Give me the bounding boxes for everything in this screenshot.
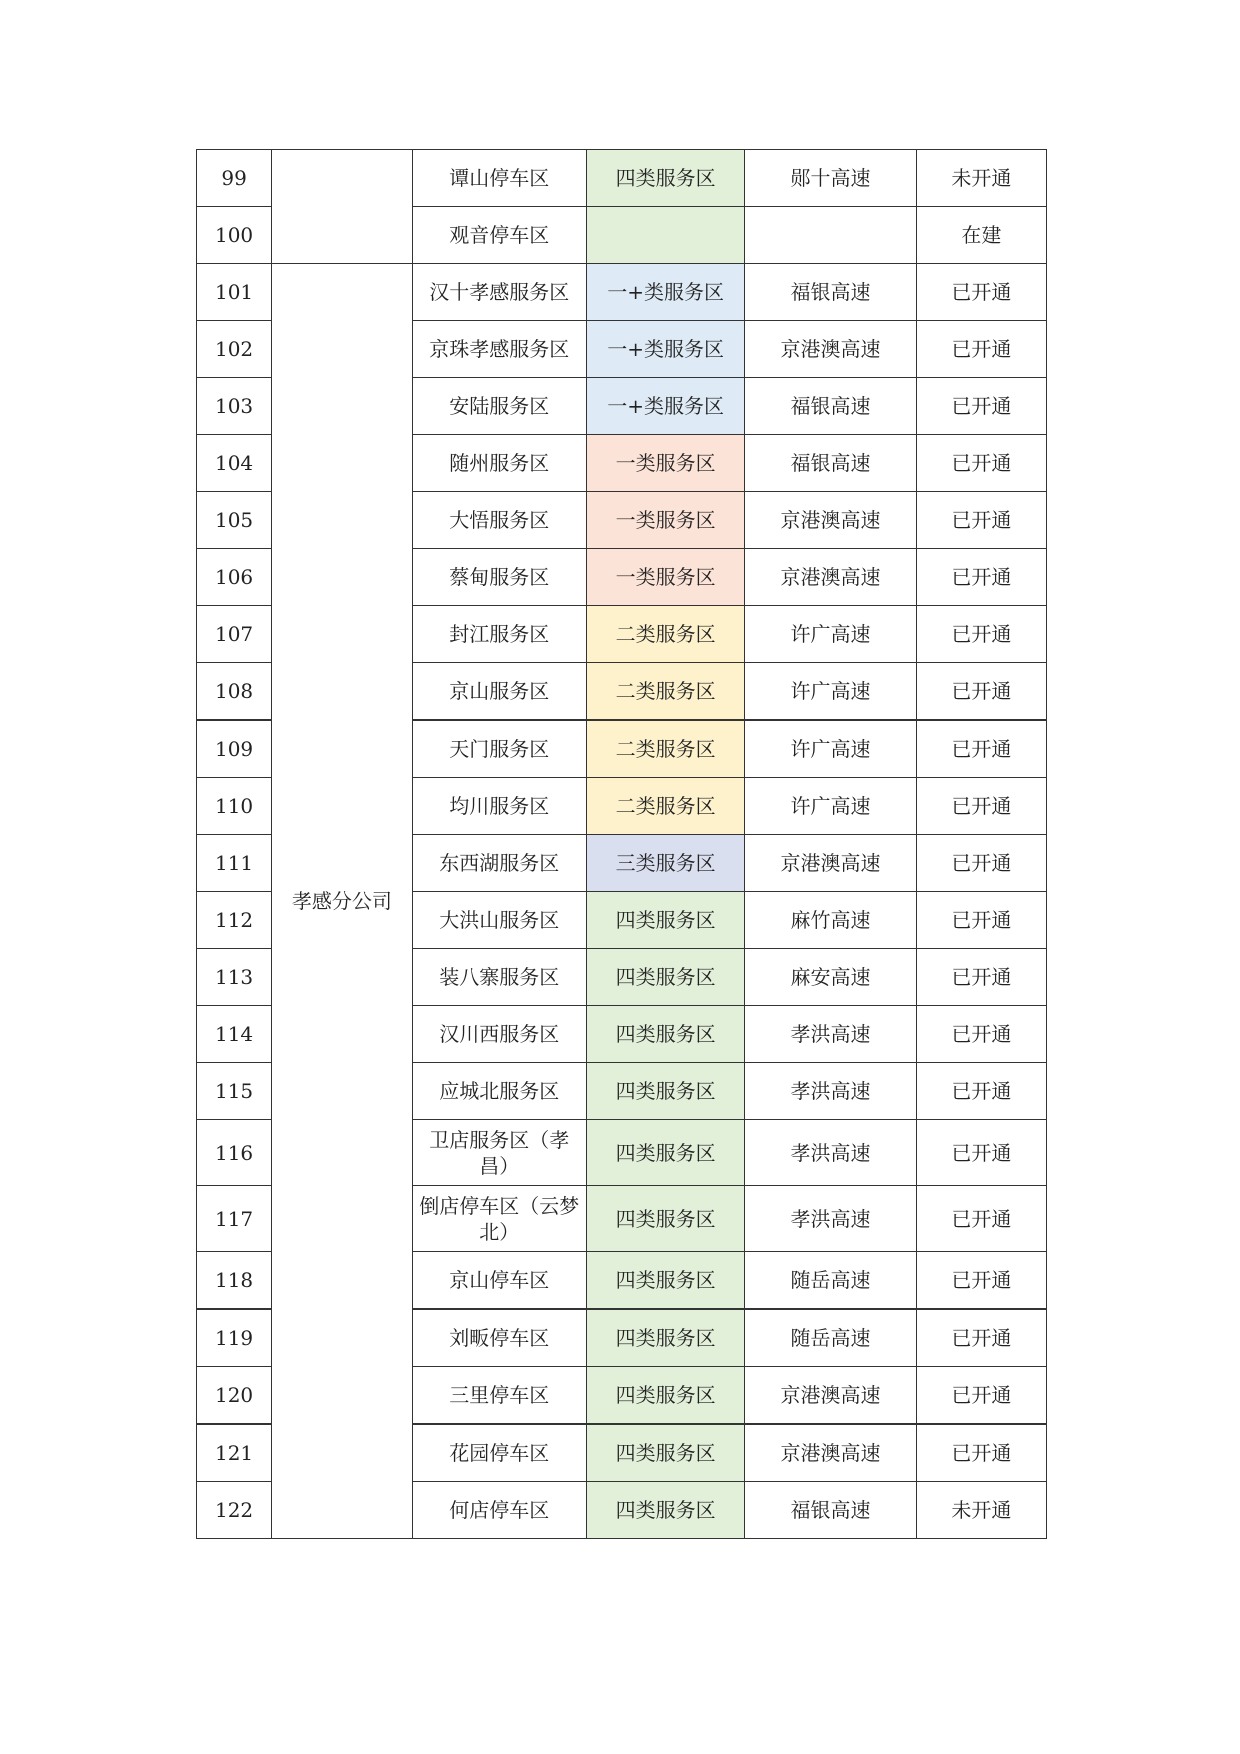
table-row xyxy=(197,264,1047,321)
service-area-name: 何店停车区 xyxy=(412,1482,586,1539)
highway-name: 许广高速 xyxy=(745,663,916,721)
open-status: 已开通 xyxy=(916,378,1046,435)
open-status: 未开通 xyxy=(916,150,1046,207)
service-area-name: 观音停车区 xyxy=(412,207,586,264)
open-status: 已开通 xyxy=(916,1367,1046,1425)
service-area-category: 四类服务区 xyxy=(586,949,744,1006)
service-area-category: 一+类服务区 xyxy=(586,264,744,321)
service-area-name: 汉川西服务区 xyxy=(412,1006,586,1063)
service-area-name: 封江服务区 xyxy=(412,606,586,663)
open-status: 已开通 xyxy=(916,1309,1046,1367)
highway-name: 京港澳高速 xyxy=(745,549,916,606)
open-status: 已开通 xyxy=(916,778,1046,835)
highway-name: 许广高速 xyxy=(745,778,916,835)
row-number: 120 xyxy=(197,1367,272,1425)
highway-name: 随岳高速 xyxy=(745,1252,916,1310)
service-area-category: 四类服务区 xyxy=(586,892,744,949)
highway-name: 郧十高速 xyxy=(745,150,916,207)
row-number: 114 xyxy=(197,1006,272,1063)
highway-name: 福银高速 xyxy=(745,1482,916,1539)
row-number: 107 xyxy=(197,606,272,663)
highway-name: 孝洪高速 xyxy=(745,1186,916,1252)
service-area-name: 随州服务区 xyxy=(412,435,586,492)
row-number: 113 xyxy=(197,949,272,1006)
highway-name: 京港澳高速 xyxy=(745,321,916,378)
open-status: 已开通 xyxy=(916,1186,1046,1252)
row-number: 99 xyxy=(197,150,272,207)
open-status: 已开通 xyxy=(916,1063,1046,1120)
highway-name: 许广高速 xyxy=(745,606,916,663)
service-area-category: 四类服务区 xyxy=(586,1063,744,1120)
highway-name: 孝洪高速 xyxy=(745,1063,916,1120)
open-status: 已开通 xyxy=(916,949,1046,1006)
open-status: 已开通 xyxy=(916,1006,1046,1063)
service-area-name: 东西湖服务区 xyxy=(412,835,586,892)
row-number: 106 xyxy=(197,549,272,606)
highway-name: 孝洪高速 xyxy=(745,1006,916,1063)
highway-name: 福银高速 xyxy=(745,264,916,321)
highway-name: 孝洪高速 xyxy=(745,1120,916,1186)
open-status: 已开通 xyxy=(916,720,1046,778)
highway-name: 京港澳高速 xyxy=(745,492,916,549)
table-row xyxy=(197,150,1047,207)
company-name: 孝感分公司 xyxy=(272,264,412,1539)
row-number: 111 xyxy=(197,835,272,892)
open-status: 已开通 xyxy=(916,435,1046,492)
row-number: 119 xyxy=(197,1309,272,1367)
service-area-name: 京山服务区 xyxy=(412,663,586,721)
service-area-category: 四类服务区 xyxy=(586,1424,744,1482)
service-area-name: 谭山停车区 xyxy=(412,150,586,207)
row-number: 101 xyxy=(197,264,272,321)
row-number: 103 xyxy=(197,378,272,435)
row-number: 102 xyxy=(197,321,272,378)
open-status: 已开通 xyxy=(916,892,1046,949)
service-area-category: 二类服务区 xyxy=(586,720,744,778)
service-area-name: 装八寨服务区 xyxy=(412,949,586,1006)
service-area-name: 三里停车区 xyxy=(412,1367,586,1425)
service-area-name: 倒店停车区（云梦北） xyxy=(412,1186,586,1252)
highway-name: 麻安高速 xyxy=(745,949,916,1006)
row-number: 109 xyxy=(197,720,272,778)
service-area-category: 一类服务区 xyxy=(586,549,744,606)
service-area-name: 蔡甸服务区 xyxy=(412,549,586,606)
service-area-name: 安陆服务区 xyxy=(412,378,586,435)
row-number: 112 xyxy=(197,892,272,949)
company-cell-previous xyxy=(272,150,412,264)
service-area-category: 四类服务区 xyxy=(586,1482,744,1539)
service-area-category: 一类服务区 xyxy=(586,492,744,549)
service-area-name: 京山停车区 xyxy=(412,1252,586,1310)
row-number: 104 xyxy=(197,435,272,492)
service-area-name: 均川服务区 xyxy=(412,778,586,835)
service-area-category: 一类服务区 xyxy=(586,435,744,492)
row-number: 108 xyxy=(197,663,272,721)
highway-name: 京港澳高速 xyxy=(745,835,916,892)
highway-name: 许广高速 xyxy=(745,720,916,778)
row-number: 105 xyxy=(197,492,272,549)
service-area-name: 大悟服务区 xyxy=(412,492,586,549)
highway-name: 京港澳高速 xyxy=(745,1424,916,1482)
service-area-table xyxy=(196,149,1047,1539)
open-status: 已开通 xyxy=(916,549,1046,606)
service-area-name: 大洪山服务区 xyxy=(412,892,586,949)
service-area-category: 二类服务区 xyxy=(586,663,744,721)
open-status: 已开通 xyxy=(916,1424,1046,1482)
service-area-category: 二类服务区 xyxy=(586,778,744,835)
service-area-category: 四类服务区 xyxy=(586,150,744,207)
service-area-category: 四类服务区 xyxy=(586,1309,744,1367)
row-number: 118 xyxy=(197,1252,272,1310)
service-area-category: 一+类服务区 xyxy=(586,321,744,378)
service-area-category: 三类服务区 xyxy=(586,835,744,892)
open-status: 已开通 xyxy=(916,1120,1046,1186)
open-status: 已开通 xyxy=(916,321,1046,378)
open-status: 未开通 xyxy=(916,1482,1046,1539)
highway-name: 福银高速 xyxy=(745,378,916,435)
row-number: 115 xyxy=(197,1063,272,1120)
open-status: 在建 xyxy=(916,207,1046,264)
row-number: 122 xyxy=(197,1482,272,1539)
highway-name: 京港澳高速 xyxy=(745,1367,916,1425)
service-area-category: 四类服务区 xyxy=(586,1120,744,1186)
open-status: 已开通 xyxy=(916,835,1046,892)
service-area-name: 汉十孝感服务区 xyxy=(412,264,586,321)
service-area-name: 京珠孝感服务区 xyxy=(412,321,586,378)
open-status: 已开通 xyxy=(916,606,1046,663)
highway-name: 随岳高速 xyxy=(745,1309,916,1367)
highway-name: 麻竹高速 xyxy=(745,892,916,949)
service-area-category: 四类服务区 xyxy=(586,1367,744,1425)
service-area-category: 四类服务区 xyxy=(586,1006,744,1063)
open-status: 已开通 xyxy=(916,264,1046,321)
open-status: 已开通 xyxy=(916,663,1046,721)
row-number: 117 xyxy=(197,1186,272,1252)
row-number: 110 xyxy=(197,778,272,835)
highway-name: 福银高速 xyxy=(745,435,916,492)
row-number: 116 xyxy=(197,1120,272,1186)
service-area-name: 天门服务区 xyxy=(412,720,586,778)
service-area-name: 刘畈停车区 xyxy=(412,1309,586,1367)
service-area-name: 应城北服务区 xyxy=(412,1063,586,1120)
row-number: 100 xyxy=(197,207,272,264)
service-area-name: 花园停车区 xyxy=(412,1424,586,1482)
open-status: 已开通 xyxy=(916,1252,1046,1310)
highway-name xyxy=(745,207,916,264)
row-number: 121 xyxy=(197,1424,272,1482)
service-area-category xyxy=(586,207,744,264)
service-area-category: 四类服务区 xyxy=(586,1252,744,1310)
service-area-category: 一+类服务区 xyxy=(586,378,744,435)
open-status: 已开通 xyxy=(916,492,1046,549)
service-area-category: 四类服务区 xyxy=(586,1186,744,1252)
service-area-name: 卫店服务区（孝昌） xyxy=(412,1120,586,1186)
service-area-category: 二类服务区 xyxy=(586,606,744,663)
